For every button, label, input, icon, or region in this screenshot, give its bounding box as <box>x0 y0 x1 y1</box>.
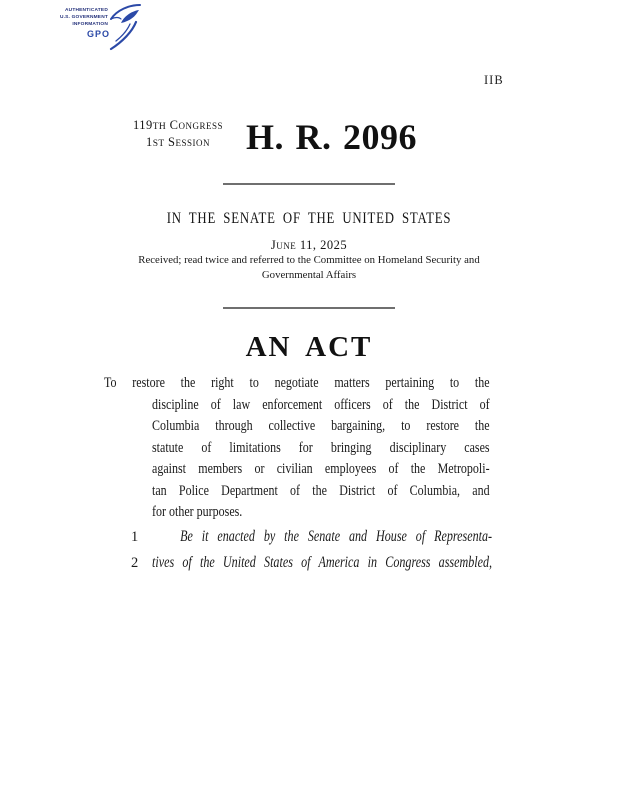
session-number: 1 <box>145 135 153 149</box>
session-line <box>113 135 243 152</box>
session-ordinal-suffix: ST <box>152 139 165 149</box>
congress-number: 119 <box>132 118 153 132</box>
session-word: Session <box>164 135 211 149</box>
divider-rule-top <box>223 183 395 185</box>
enacting-clause-line: tives of the United States of America in Congress assembled, <box>152 554 493 571</box>
long-title-line: against members or civilian employees of the Metropoli- <box>152 461 490 477</box>
line-number: 2 <box>131 555 139 571</box>
long-title-line: Columbia through collective bargaining, to restore the <box>152 418 490 434</box>
bill-number: H. R. 2096 <box>246 117 417 157</box>
referral-line-1: Received; read twice and referred to the Committee on Homeland Security and <box>138 254 480 266</box>
long-title-line: for other purposes. <box>152 504 243 520</box>
committee-referral <box>0 253 618 282</box>
long-title-line: tan Police Department of the District of Columbia, and <box>152 482 490 499</box>
gpo-authentication-seal <box>40 2 135 54</box>
act-heading: AN ACT <box>245 331 373 363</box>
long-title-line: statute of limitations for bringing disciplinary cases <box>152 439 490 456</box>
long-title <box>104 373 490 524</box>
authenticated-line-2: U.S. GOVERNMENT <box>59 15 108 20</box>
authenticated-line-1: AUTHENTICATED <box>64 8 108 13</box>
authenticated-text <box>40 7 108 28</box>
line-number: 1 <box>131 529 139 545</box>
long-title-line: To restore the right to negotiate matters pertaining to the <box>104 375 490 391</box>
congress-line <box>113 118 243 135</box>
chamber-heading: IN THE SENATE OF THE UNITED STATES <box>166 210 452 227</box>
gpo-label: GPO <box>87 29 111 39</box>
long-title-line: discipline of law enforcement officers of the District of <box>152 396 490 413</box>
congress-word: Congress <box>166 118 224 132</box>
date-line: June 11, 2025 <box>270 238 348 252</box>
print-code: IIB <box>484 73 504 87</box>
gpo-eagle-swoosh-icon <box>106 2 142 52</box>
referral-line-2: Governmental Affairs <box>261 268 357 281</box>
authenticated-line-3: INFORMATION <box>72 22 108 27</box>
congress-session-block <box>113 118 243 152</box>
congress-ordinal-suffix: TH <box>152 122 167 132</box>
divider-rule-bottom <box>223 307 395 309</box>
enacting-clause-line: Be it enacted by the Senate and House of Representa- <box>180 528 493 545</box>
enacting-clause <box>152 524 492 576</box>
